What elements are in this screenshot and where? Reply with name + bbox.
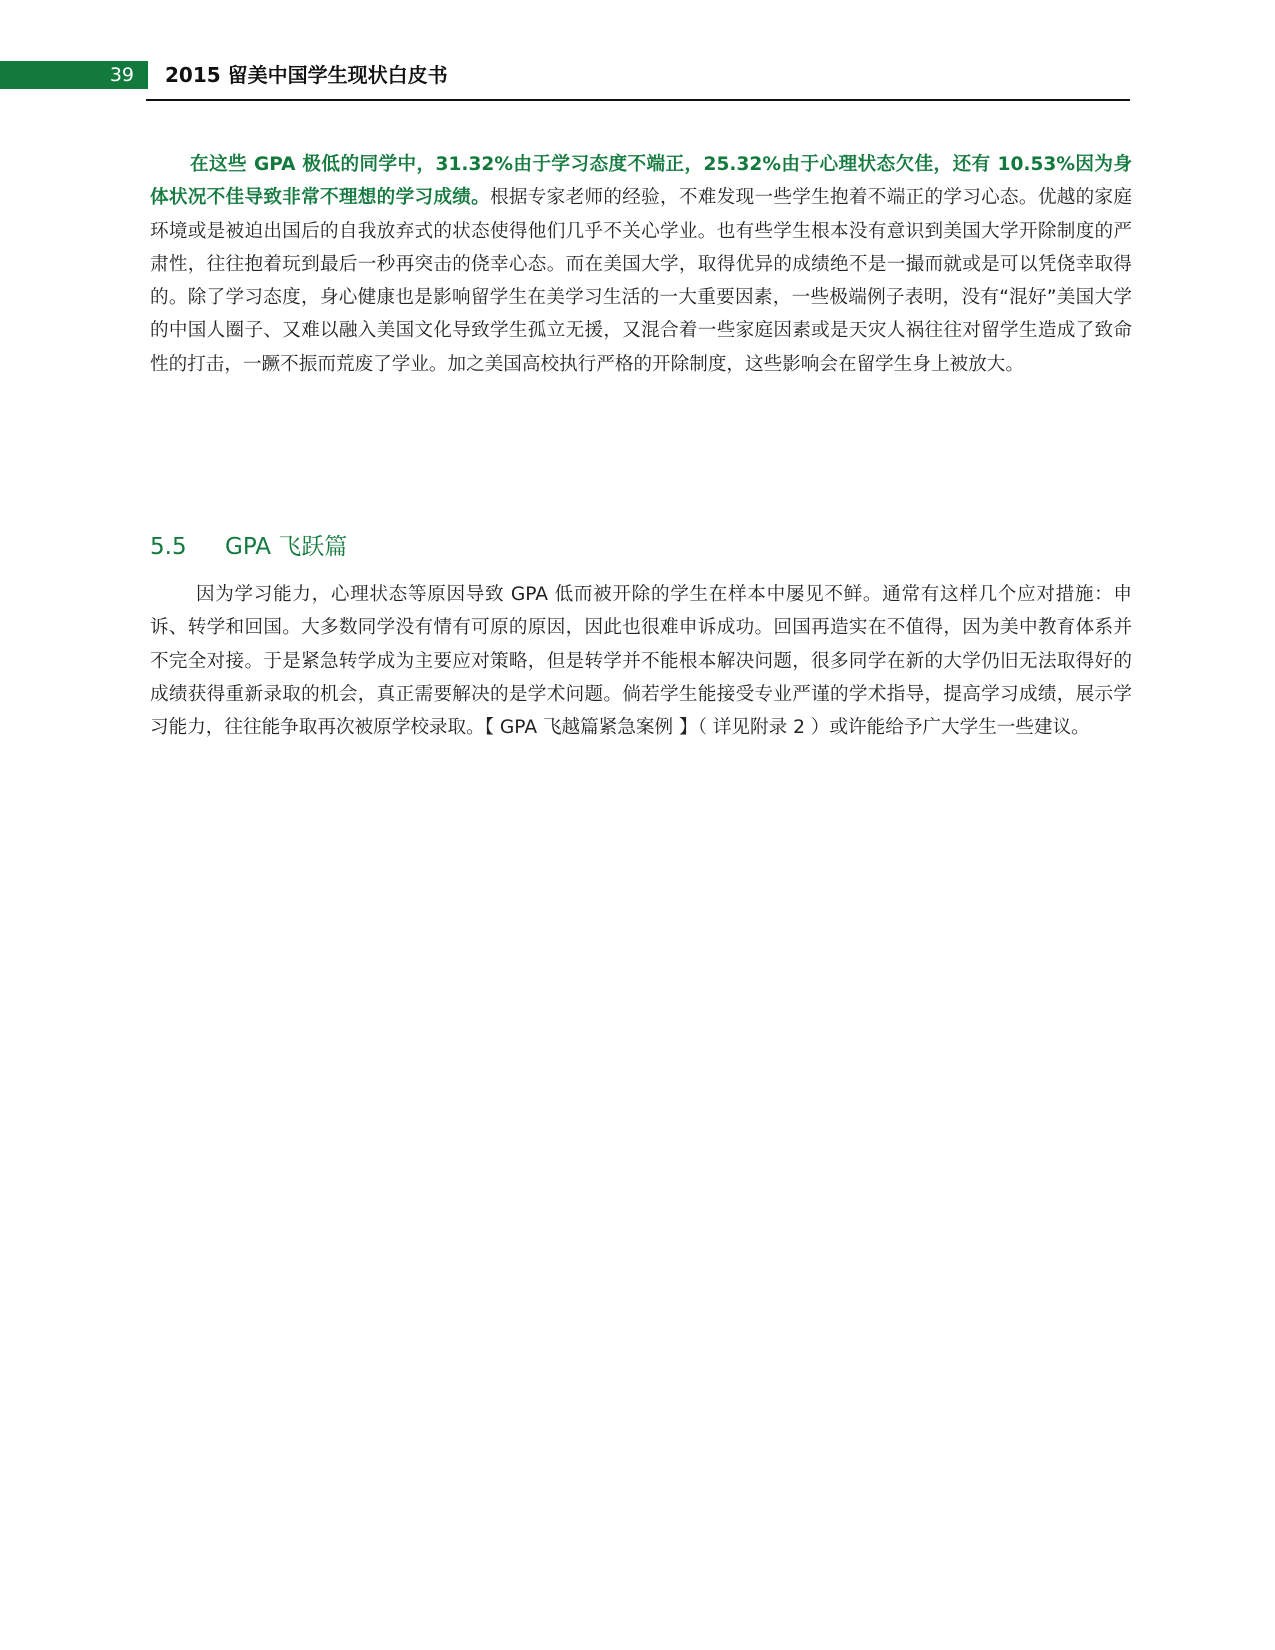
section-title: GPA 飞跃篇	[225, 534, 348, 560]
page-number-bar	[0, 61, 148, 89]
highlighted-statistics: 在这些 GPA 极低的同学中，31.32%由于学习态度不端正，25.32%由于心理状态欠佳，还有 10.53%因为身体状况不佳导致非常不理想的学习成绩。	[150, 154, 1132, 209]
paragraph-gpa-reasons	[150, 148, 1132, 381]
page-number: 39	[109, 64, 134, 86]
paragraph-body: 根据专家老师的经验，不难发现一些学生抱着不端正的学习心态。优越的家庭环境或是被迫出国后的自我放弃式的状态使得他们几乎不关心学业。也有些学生根本没有意识到美国大学开除制度的严肃性，往往抱着玩到最后一秒再突击的侥幸心态。而在美国大学，取得优异的成绩绝不是一撮而就或是可以凭侥幸取得的。除了学习态度，身心健康也是影响留学生在美学习生活的一大重要因素，一些极端例子表明，没有“混好”美国大学的中国人圈子、又难以融入美国文化导致学生孤立无援，又混合着一些家庭因素或是天灾人祸往往对留学生造成了致命性的打击，一蹶不振而荒废了学业。加之美国高校执行严格的开除制度，这些影响会在留学生身上被放大。	[150, 187, 1132, 375]
document-title: 2015 留美中国学生现状白皮书	[165, 63, 448, 87]
paragraph-gpa-leap: 因为学习能力，心理状态等原因导致 GPA 低而被开除的学生在样本中屡见不鲜。通常有这样几个应对措施：申诉、转学和回国。大多数同学没有情有可原的原因，因此也很难申诉成功。回国再造实在不值得，因为美中教育体系并不完全对接。于是紧急转学成为主要应对策略，但是转学并不能根本解决问题，很多同学在新的大学仍旧无法取得好的成绩获得重新录取的机会，真正需要解决的是学术问题。倘若学生能接受专业严谨的学术指导，提高学习成绩，展示学习能力，往往能争取再次被原学校录取。【 GPA 飞越篇紧急案例 】（ 详见附录 2 ）或许能给予广大学生一些建议。	[150, 584, 1132, 739]
header-divider	[146, 99, 1130, 101]
section-number: 5.5	[150, 534, 187, 560]
section-heading	[150, 531, 347, 563]
